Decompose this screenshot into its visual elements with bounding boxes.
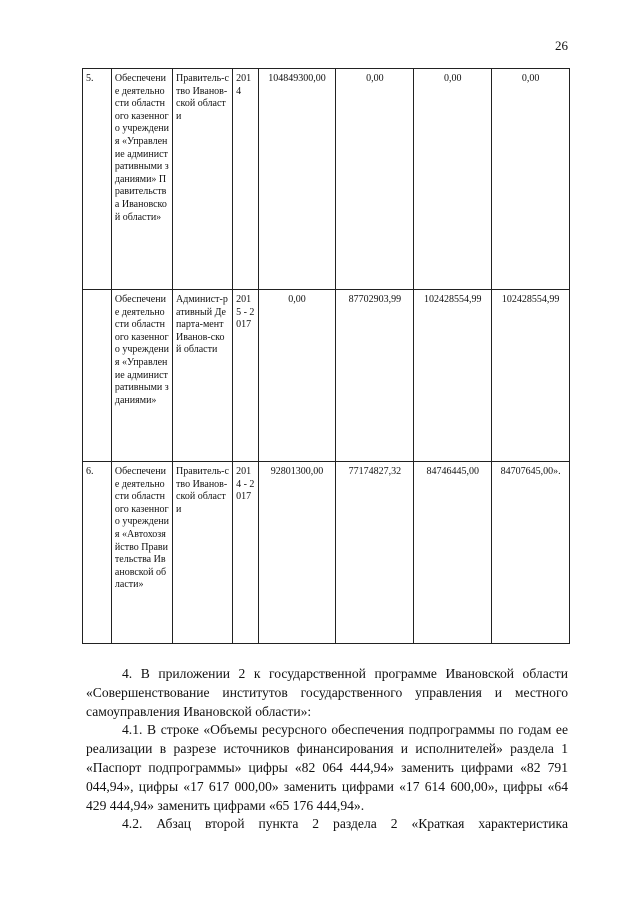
document-body — [86, 665, 568, 834]
paragraph-item-4: 4. В приложении 2 к государственной программе Ивановской области «Совершенствование институтов государственного управления и местного самоуправления Ивановской области»: — [86, 666, 568, 719]
value-cell: 0,00 — [492, 69, 570, 290]
value-cell: 104849300,00 — [258, 69, 336, 290]
value-cell: 84707645,00». — [492, 462, 570, 644]
table-row — [83, 69, 570, 290]
value-cell: 84746445,00 — [414, 462, 492, 644]
funding-table — [82, 68, 570, 644]
page-number: 26 — [555, 38, 568, 53]
executor: Правитель-ство Иванов-ской области — [173, 69, 233, 290]
value-cell: 0,00 — [414, 69, 492, 290]
row-number: 6. — [83, 462, 112, 644]
years: 2014 — [233, 69, 259, 290]
value-cell: 0,00 — [336, 69, 414, 290]
activity-name: Обеспечение деятельности областного казенного учреждения «Управление административными зданиями» Правительства Ивановской области» — [111, 69, 172, 290]
activity-name: Обеспечение деятельности областного казенного учреждения «Управление административными зданиями» — [111, 290, 172, 462]
value-cell: 102428554,99 — [492, 290, 570, 462]
row-number — [83, 290, 112, 462]
value-cell: 87702903,99 — [336, 290, 414, 462]
table-row — [83, 290, 570, 462]
value-cell: 77174827,32 — [336, 462, 414, 644]
paragraph-item-4-1: 4.1. В строке «Объемы ресурсного обеспечения подпрограммы по годам ее реализации в разрезе источников финансирования и исполнителей» раздела 1 «Паспорт подпрограммы» цифры «82 064 444,94» заменить цифрами «82 791 044,94», цифры «17 617 000,00» заменить цифрами «17 614 600,00», цифры «64 429 444,94» заменить цифрами «65 176 444,94». — [86, 722, 568, 813]
value-cell: 92801300,00 — [258, 462, 336, 644]
years: 2014 - 2017 — [233, 462, 259, 644]
value-cell: 102428554,99 — [414, 290, 492, 462]
executor: Правитель-ство Иванов-ской области — [173, 462, 233, 644]
paragraph-item-4-2: 4.2. Абзац второй пункта 2 раздела 2 «Краткая характеристика — [122, 816, 568, 832]
row-number: 5. — [83, 69, 112, 290]
activity-name: Обеспечение деятельности областного казенного учреждения «Автохозяйство Правительства Ивановской области» — [111, 462, 172, 644]
years: 2015 - 2017 — [233, 290, 259, 462]
executor: Админист-ративный Департа-мент Иванов-ской области — [173, 290, 233, 462]
value-cell: 0,00 — [258, 290, 336, 462]
table-row — [83, 462, 570, 644]
